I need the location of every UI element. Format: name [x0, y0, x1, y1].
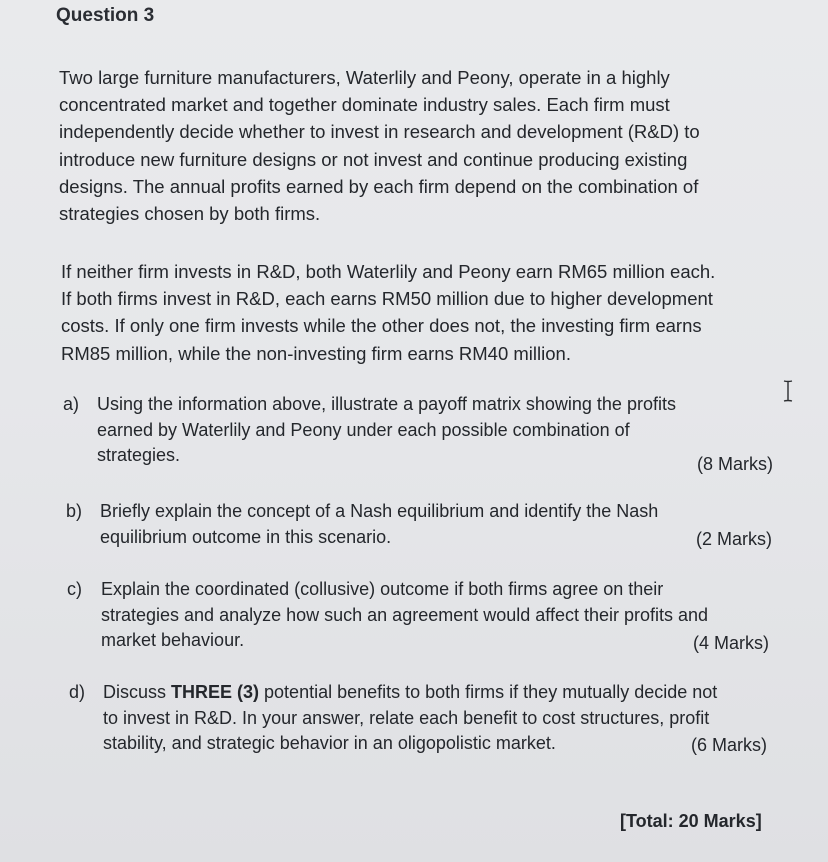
intro-line: designs. The annual profits earned by each firm depend on the combination of [59, 175, 699, 197]
scenario-line: If both firms invest in R&D, each earns RM50 million due to higher development [61, 288, 713, 310]
scenario-line: RM85 million, while the non-investing firm earns RM40 million. [61, 342, 571, 364]
question-marks: (6 Marks) [691, 735, 767, 755]
question-line [103, 680, 717, 706]
scenario-line: If neither firm invests in R&D, both Waterlily and Peony earn RM65 million each. [61, 261, 716, 282]
question-line: market behaviour. [101, 630, 245, 650]
question-text [103, 680, 717, 757]
question-text-run: potential benefits to both firms if they mutually decide not [259, 682, 718, 702]
scenario-paragraph [61, 258, 788, 367]
question-marks: (8 Marks) [697, 454, 773, 474]
question-text [100, 499, 658, 550]
question-line: Briefly explain the concept of a Nash equilibrium and identify the Nash [100, 501, 659, 521]
question-line: stability, and strategic behavior in an oligopolistic market. [103, 733, 556, 753]
question-heading: Question 3 [56, 5, 155, 26]
question-line: strategies. [97, 445, 181, 465]
question-text [97, 392, 676, 469]
intro-line: independently decide whether to invest in research and development (R&D) to [59, 121, 700, 143]
intro-line: Two large furniture manufacturers, Waterlily and Peony, operate in a highly [59, 67, 670, 88]
question-line: strategies and analyze how such an agreement would affect their profits and [101, 604, 709, 625]
question-marks: (2 Marks) [696, 529, 772, 549]
question-text-run: Discuss [103, 682, 172, 702]
intro-line: strategies chosen by both firms. [59, 203, 321, 225]
emphasis-text: THREE (3) [171, 682, 260, 702]
intro-paragraph [59, 64, 794, 227]
intro-line: introduce new furniture designs or not invest and continue producing existing [59, 148, 688, 170]
question-letter: c) [67, 579, 82, 599]
question-line: to invest in R&D. In your answer, relate each benefit to cost structures, profit [103, 707, 710, 728]
question-letter: d) [69, 682, 86, 702]
question-line: equilibrium outcome in this scenario. [100, 526, 392, 547]
question-line: earned by Waterlily and Peony under each possible combination of [97, 419, 630, 440]
question-line: Explain the coordinated (collusive) outcome if both firms agree on their [101, 579, 664, 599]
total-marks: [Total: 20 Marks] [620, 811, 762, 831]
question-line: Using the information above, illustrate a payoff matrix showing the profits [97, 394, 676, 414]
question-letter: b) [66, 501, 83, 521]
intro-line: concentrated market and together dominate industry sales. Each firm must [59, 94, 670, 116]
question-letter: a) [63, 394, 80, 414]
scenario-line: costs. If only one firm invests while the other does not, the investing firm earns [61, 315, 702, 337]
question-marks: (4 Marks) [693, 633, 769, 653]
question-text [101, 577, 708, 654]
text-cursor-icon [782, 379, 794, 403]
